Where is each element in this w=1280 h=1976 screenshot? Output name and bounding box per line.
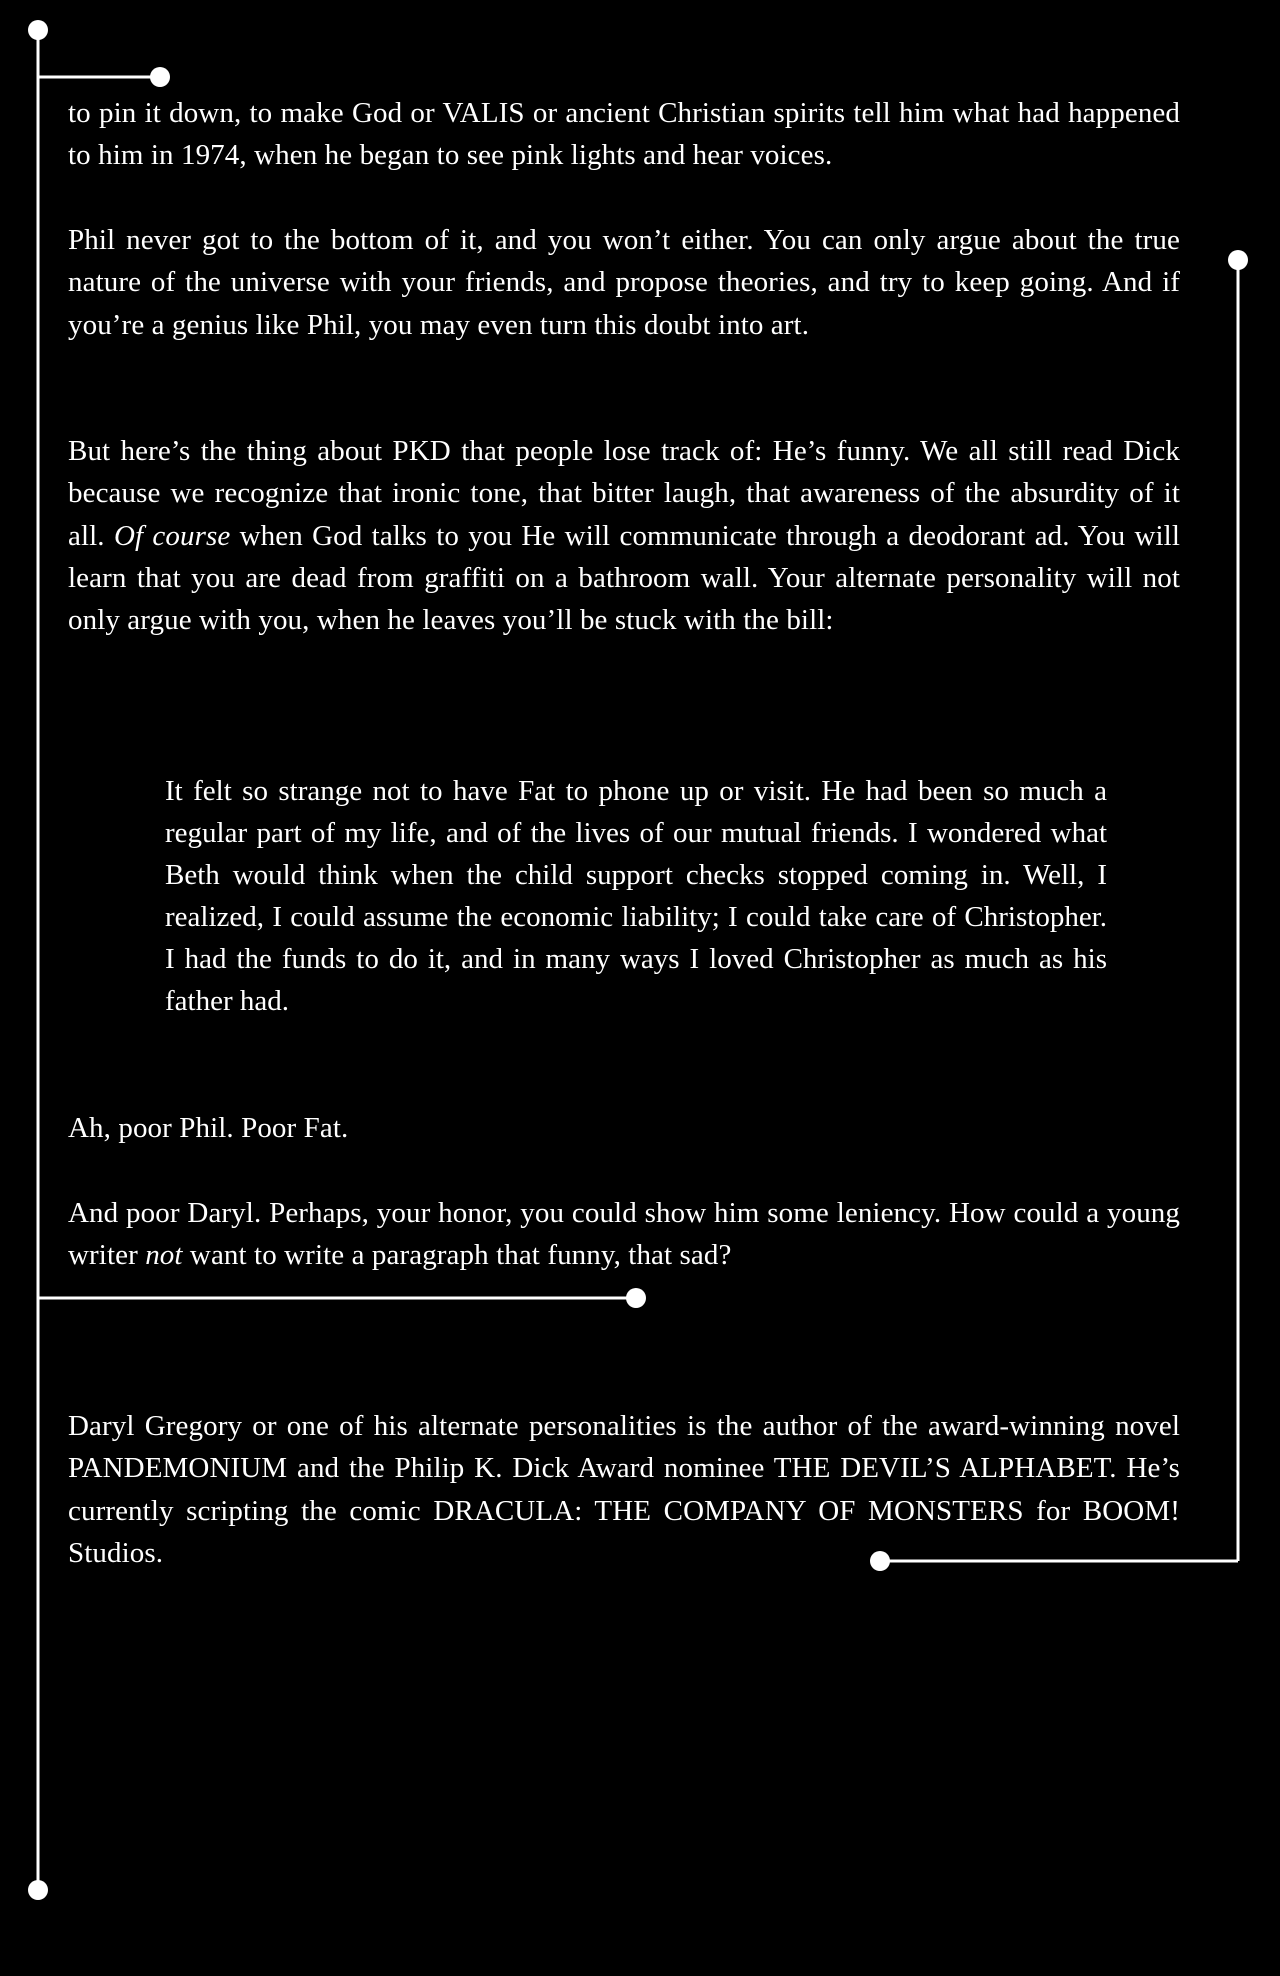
author-bio: Daryl Gregory or one of his alternate personalities is the author of the award-winning novel PANDEMONIUM and the Philip K. Dick Award nominee THE DEVIL’S ALPHABET. He’s currently scripting the comic DRACULA: THE COMPANY OF MONSTERS for BOOM! Studios. (68, 1410, 1180, 1569)
paragraph-poor-daryl-part2: want to write a paragraph that funny, that sad? (182, 1239, 732, 1272)
paragraph-poor-daryl-emphasis: not (145, 1239, 183, 1272)
paragraph-pkd-funny-emphasis: Of course (113, 519, 231, 552)
circuit-node-top-branch (150, 67, 170, 87)
paragraph-valis: to pin it down, to make God or VALIS or ancient Christian spirits tell him what had happened to him in 1974, when he began to see pink lights and hear voices. (68, 97, 1180, 172)
paragraph-pkd-funny-part1: But here’s the thing about PKD that people lose track of: He’s funny. We all still read Dick because we recognize that ironic tone, that bitter laugh, that awareness of the absurdity of it all. (68, 435, 1180, 552)
paragraph-poor-daryl-part1: And poor Daryl. Perhaps, your honor, you could show him some leniency. How could a young writer (68, 1197, 1180, 1272)
paragraph-pkd-funny (68, 430, 1180, 641)
paragraph-pkd-funny-part2: when God talks to you He will communicate through a deodorant ad. You will learn that you are dead from graffiti on a bathroom wall. Your alternate personality will not only argue with you, when he leaves you’ll be stuck with the bill: (68, 519, 1180, 637)
block-quote: It felt so strange not to have Fat to phone up or visit. He had been so much a regular part of my life, and of the lives of our mutual friends. I wondered what Beth would think when the child support checks stopped coming in. Well, I realized, I could assume the economic liability; I could take care of Christopher. I had the funds to do it, and in many ways I loved Christopher as much as his father had. (165, 775, 1107, 1017)
circuit-node-top-left (28, 20, 48, 40)
paragraph-poor-daryl (68, 1192, 1180, 1277)
paragraph-bottom-of-it: Phil never got to the bottom of it, and you won’t either. You can only argue about the true nature of the universe with your friends, and propose theories, and try to keep going. And if you’re a genius like Phil, you may even turn this doubt into art. (68, 224, 1180, 341)
circuit-node-bottom-left (28, 1880, 48, 1900)
paragraph-poor-phil: Ah, poor Phil. Poor Fat. (68, 1112, 349, 1144)
circuit-node-middle-branch (626, 1288, 646, 1308)
circuit-node-right-top (1228, 250, 1248, 270)
